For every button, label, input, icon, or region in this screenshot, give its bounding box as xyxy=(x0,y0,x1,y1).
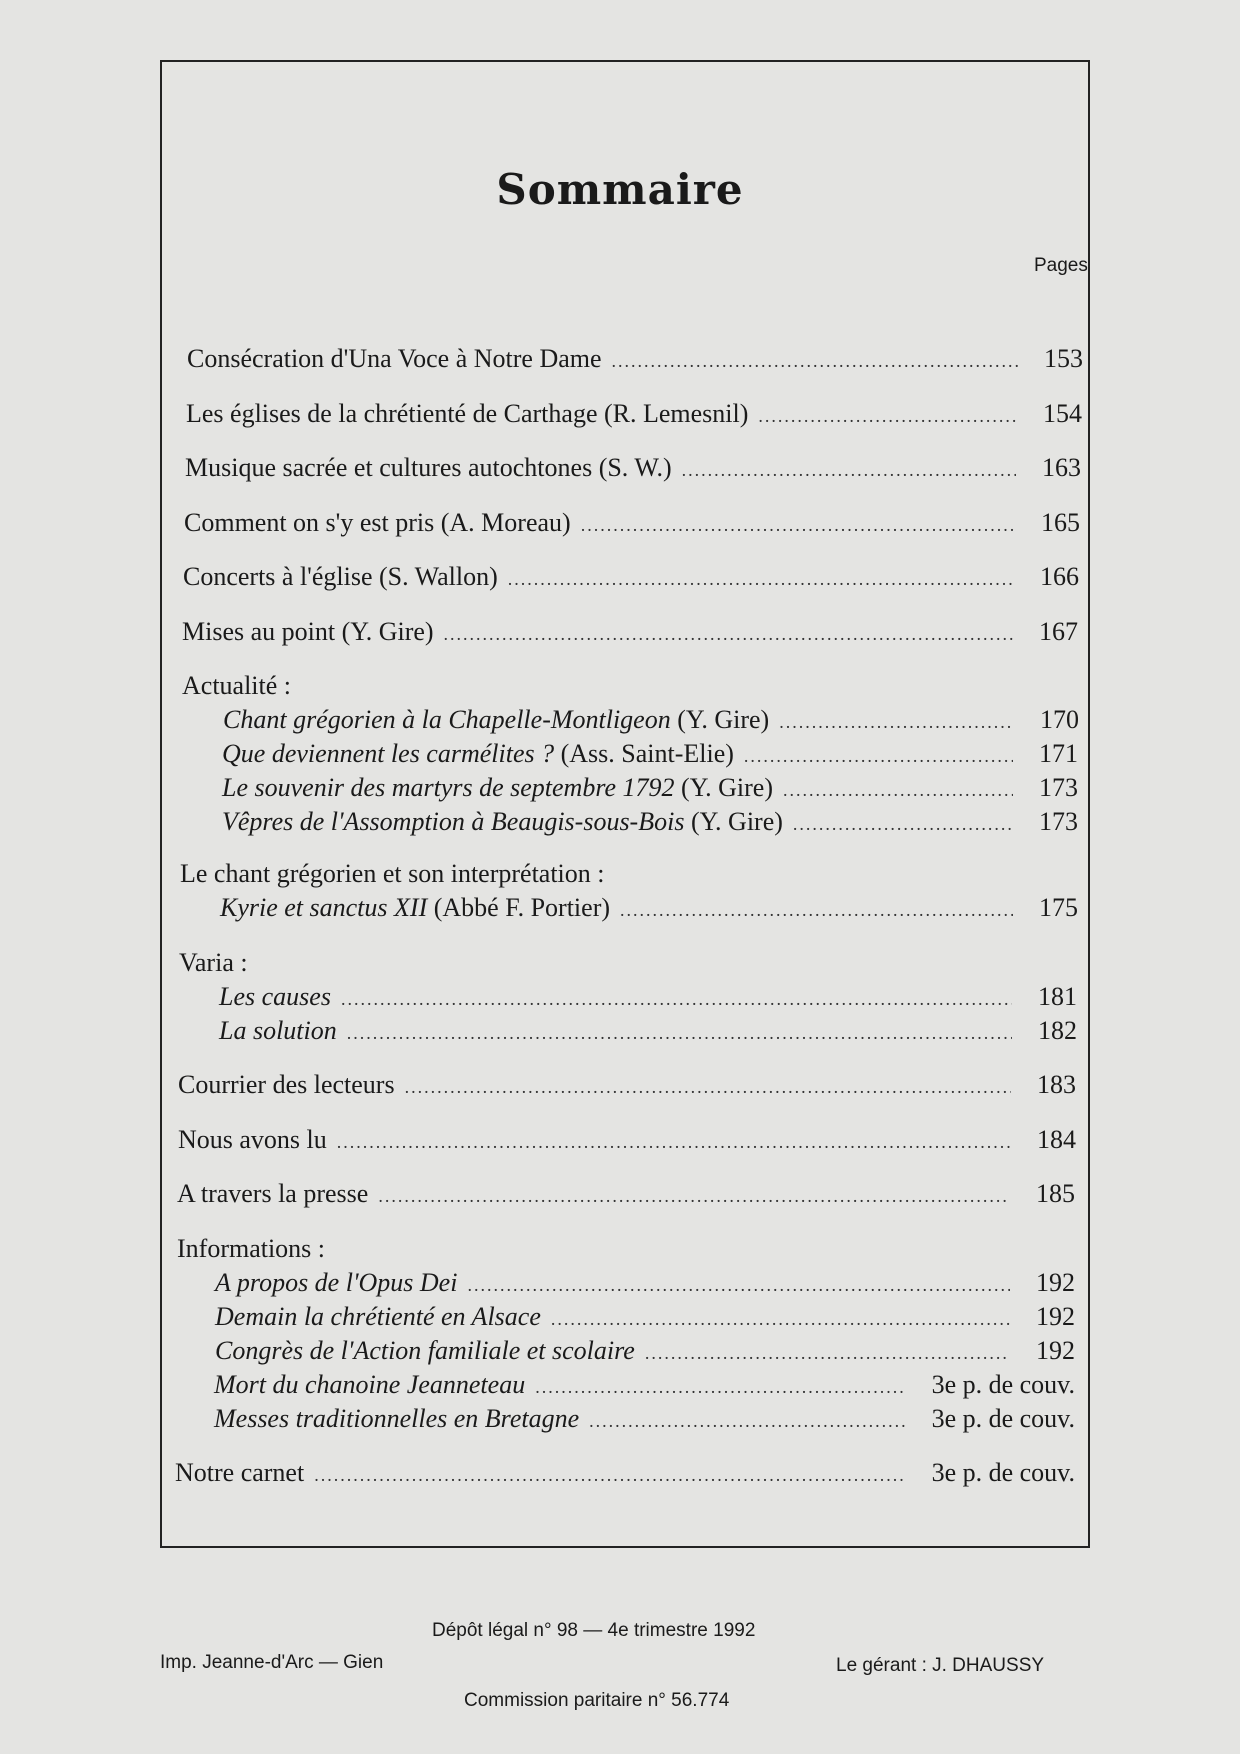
toc-subentry xyxy=(214,1369,1075,1403)
leader-dots xyxy=(337,1126,1011,1158)
toc-subentry xyxy=(215,1267,1075,1301)
toc-entry-page: 154 xyxy=(1043,399,1082,428)
toc-subentry xyxy=(215,1301,1075,1335)
toc-entry-page: 175 xyxy=(1039,893,1078,922)
toc-subentry xyxy=(222,772,1078,806)
toc-subentry xyxy=(222,806,1078,840)
gerant: Le gérant : J. DHAUSSY xyxy=(836,1655,1045,1676)
toc-subentry-label: Mort du chanoine Jeanneteau xyxy=(214,1370,526,1399)
toc-subentry-label: Kyrie et sanctus XII (Abbé F. Portier) xyxy=(220,893,611,922)
leader-dots xyxy=(682,454,1016,486)
toc-subentry-label: La solution xyxy=(219,1016,337,1045)
leader-dots xyxy=(535,1371,905,1403)
toc-entry-page: 173 xyxy=(1039,773,1078,802)
toc-entry-page: 165 xyxy=(1041,508,1080,537)
toc-subentry-label: Demain la chrétienté en Alsace xyxy=(215,1302,541,1331)
toc-entry xyxy=(182,616,1078,650)
leader-dots xyxy=(793,808,1013,840)
page-title: Sommaire xyxy=(496,165,744,214)
leader-dots xyxy=(612,345,1018,377)
section-heading-varia: Varia : xyxy=(179,948,248,977)
leader-dots xyxy=(758,400,1017,432)
section-heading-chant: Le chant grégorien et son interprétation : xyxy=(180,859,605,888)
toc-subentry xyxy=(219,981,1077,1015)
toc-entry-page: 173 xyxy=(1039,807,1078,836)
toc-subentry-label: Messes traditionnelles en Bretagne xyxy=(214,1404,580,1433)
toc-subentry-label: Que deviennent les carmélites ? (Ass. Saint-Elie) xyxy=(222,739,734,768)
commission-paritaire: Commission paritaire n° 56.774 xyxy=(464,1690,730,1711)
toc-entry-page: 166 xyxy=(1040,562,1079,591)
leader-dots xyxy=(589,1405,905,1437)
toc-entry-label: Nous avons lu xyxy=(178,1125,327,1154)
toc-entry-page: 170 xyxy=(1040,705,1079,734)
toc-entry-label: Consécration d'Una Voce à Notre Dame xyxy=(187,344,602,373)
toc-entry-label: Les églises de la chrétienté de Carthage (R. Lemesnil) xyxy=(186,399,749,428)
toc-entry-page: 153 xyxy=(1044,344,1083,373)
toc-entry xyxy=(177,1178,1075,1212)
toc-entry xyxy=(187,343,1083,377)
toc-entry-page: 163 xyxy=(1042,453,1081,482)
toc-subentry xyxy=(215,1335,1075,1369)
leader-dots xyxy=(551,1303,1010,1335)
toc-entry-label: Musique sacrée et cultures autochtones (S. W.) xyxy=(185,453,672,482)
pages-column-header: Pages xyxy=(1034,255,1088,276)
toc-subentry-label: Vêpres de l'Assomption à Beaugis-sous-Bois (Y. Gire) xyxy=(222,807,783,836)
section-heading-actualite: Actualité : xyxy=(182,671,292,700)
toc-subentry xyxy=(219,1015,1077,1049)
leader-dots xyxy=(581,509,1015,541)
toc-entry xyxy=(178,1124,1076,1158)
toc-entry-page: 184 xyxy=(1037,1125,1076,1154)
leader-dots xyxy=(783,774,1013,806)
leader-dots xyxy=(347,1017,1012,1049)
leader-dots xyxy=(467,1269,1010,1301)
toc-subentry-label: Congrès de l'Action familiale et scolaire xyxy=(215,1336,635,1365)
toc-entry-page: 192 xyxy=(1036,1336,1075,1365)
toc-entry-page: 192 xyxy=(1036,1268,1075,1297)
depot-legal: Dépôt légal n° 98 — 4e trimestre 1992 xyxy=(432,1620,756,1641)
leader-dots xyxy=(405,1071,1011,1103)
toc-subentry-label: Les causes xyxy=(219,982,331,1011)
toc-entry-page: 182 xyxy=(1038,1016,1077,1045)
imprimeur: Imp. Jeanne-d'Arc — Gien xyxy=(160,1652,384,1673)
toc-entry-label: Comment on s'y est pris (A. Moreau) xyxy=(184,508,571,537)
toc-entry-label: Courrier des lecteurs xyxy=(178,1070,395,1099)
toc-entry-page: 181 xyxy=(1038,982,1077,1011)
leader-dots xyxy=(378,1180,1010,1212)
leader-dots xyxy=(779,706,1014,738)
leader-dots xyxy=(314,1459,905,1491)
leader-dots xyxy=(744,740,1013,772)
toc-subentry xyxy=(220,892,1078,926)
leader-dots xyxy=(620,894,1013,926)
toc-entry xyxy=(184,507,1080,541)
toc-entry-page: 171 xyxy=(1039,739,1078,768)
leader-dots xyxy=(645,1337,1010,1369)
toc-entry-page: 3e p. de couv. xyxy=(931,1458,1075,1487)
toc-entry xyxy=(178,1069,1076,1103)
toc-subentry xyxy=(223,704,1079,738)
toc-subentry xyxy=(214,1403,1075,1437)
section-heading-informations: Informations : xyxy=(177,1234,326,1263)
toc-entry-label: Notre carnet xyxy=(175,1458,305,1487)
toc-subentry xyxy=(222,738,1078,772)
toc-entry-page: 3e p. de couv. xyxy=(931,1404,1075,1433)
leader-dots xyxy=(341,983,1012,1015)
toc-entry-label: Mises au point (Y. Gire) xyxy=(182,617,434,646)
toc-subentry-label: Le souvenir des martyrs de septembre 1792 (Y. Gire) xyxy=(222,773,773,802)
leader-dots xyxy=(508,563,1014,595)
toc-entry xyxy=(185,452,1081,486)
toc-entry xyxy=(186,398,1082,432)
toc-entry-page: 183 xyxy=(1037,1070,1076,1099)
toc-entry-page: 167 xyxy=(1039,617,1078,646)
toc-entry xyxy=(183,561,1079,595)
leader-dots xyxy=(444,618,1013,650)
toc-subentry-label: A propos de l'Opus Dei xyxy=(215,1268,458,1297)
toc-subentry-label: Chant grégorien à la Chapelle-Montligeon (Y. Gire) xyxy=(223,705,770,734)
toc-entry-label: Concerts à l'église (S. Wallon) xyxy=(183,562,498,591)
toc-entry-page: 3e p. de couv. xyxy=(931,1370,1075,1399)
toc-entry-page: 192 xyxy=(1036,1302,1075,1331)
toc-entry-label: A travers la presse xyxy=(177,1179,369,1208)
toc-entry-page: 185 xyxy=(1036,1179,1075,1208)
toc-entry xyxy=(175,1457,1075,1491)
